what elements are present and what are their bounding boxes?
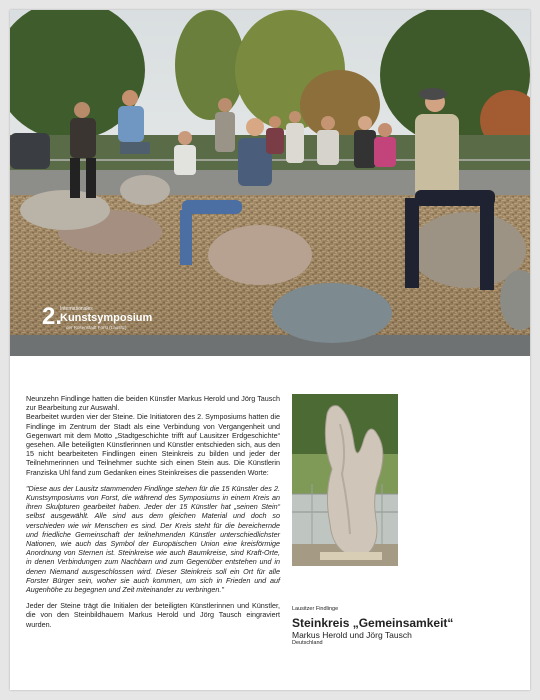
logo-title: Kunstsymposium [60, 312, 153, 324]
logo-number: 2. [42, 303, 63, 330]
material-label: Lausitzer Findlinge [292, 606, 339, 612]
article-paragraph-1: Neunzehn Findlinge hatten die beiden Künstler Markus Herold und Jörg Tausch zur Bearbeitung zur Auswahl. [26, 394, 280, 413]
sculpture-caption [292, 606, 512, 647]
sculpture-artists: Markus Herold und Jörg Tausch [292, 630, 412, 640]
group-photo-icon [10, 10, 530, 356]
document-page [10, 10, 530, 690]
article-paragraph-3: Jeder der Steine trägt die Initialen der beteiligten Künstlerinnen und Künstler, die von den Steinbildhauern Markus Herold und Jörg Tausch eingraviert wurden. [26, 601, 280, 629]
sculpture-photo [292, 394, 398, 566]
sculpture-title: Steinkreis „Gemeinsamkeit“ [292, 616, 454, 630]
article-quote: "Diese aus der Lausitz stammenden Findlinge stehen für die 15 Künstler des 2. Kunstsymposiums von Forst, die während des Symposiums in einem Kreis an ihren Skulpturen gearbeitet haben. Jeder der 15 Künstler hat „seinen Stein“ selbst ausgewählt. Alle sind aus dem gleichen Material und doch so verschieden wie wir Menschen es sind. Der Kreis steht für die bereichernde und friedliche Gemeinschaft der teilnehmenden Künstler unterschiedlichster Nationen, wie auch das Symbol der Europäischen Union eine kreisförmige Anordnung von Sternen ist. Steinkreise wie auch Baumkreise, sind Kraft-Orte, in denen Verbindungen zum Nachbarn und zum Gegenüber entstehen und in denen Niemand ausgeschlossen wird. Dieser Steinkreis soll ein Ort für alle Forster Bürger sein, woher sie auch kommen, um sich in Frieden und auf Augenhöhe zu begegnen und Zeit miteinander zu verbringen." [26, 483, 280, 595]
logo-superscript: Internationales [60, 306, 93, 312]
article-text [26, 394, 280, 636]
logo-subtitle: der Rosenstadt Forst (Lausitz) [66, 325, 127, 330]
sculpture-country: Deutschland [292, 640, 323, 646]
sculpture-photo-icon [292, 394, 398, 566]
article-paragraph-2: Bearbeitet wurden vier der Steine. Die Initiatoren des 2. Symposiums hatten die Findlinge im Zentrum der Stadt als eine Verbindung von Vergangenheit und Gegenwart mit dem Motto „Stadtgeschichte trifft auf Lausitzer Erdgeschichte“ gesehen. Alle beteiligten Künstlerinnen und Künstler entschieden sich, aus den 15 nicht bearbeiteten Findlingen einen Steinkreis zu bilden und jeder der Teilnehmerinnen und Teilnehmer suchte sich einen Stein aus. Die Künstlerin Franziska Uhl fand zum Gedanken eines Steinkreises die passenden Worte: [26, 412, 280, 477]
group-photo [10, 10, 530, 356]
